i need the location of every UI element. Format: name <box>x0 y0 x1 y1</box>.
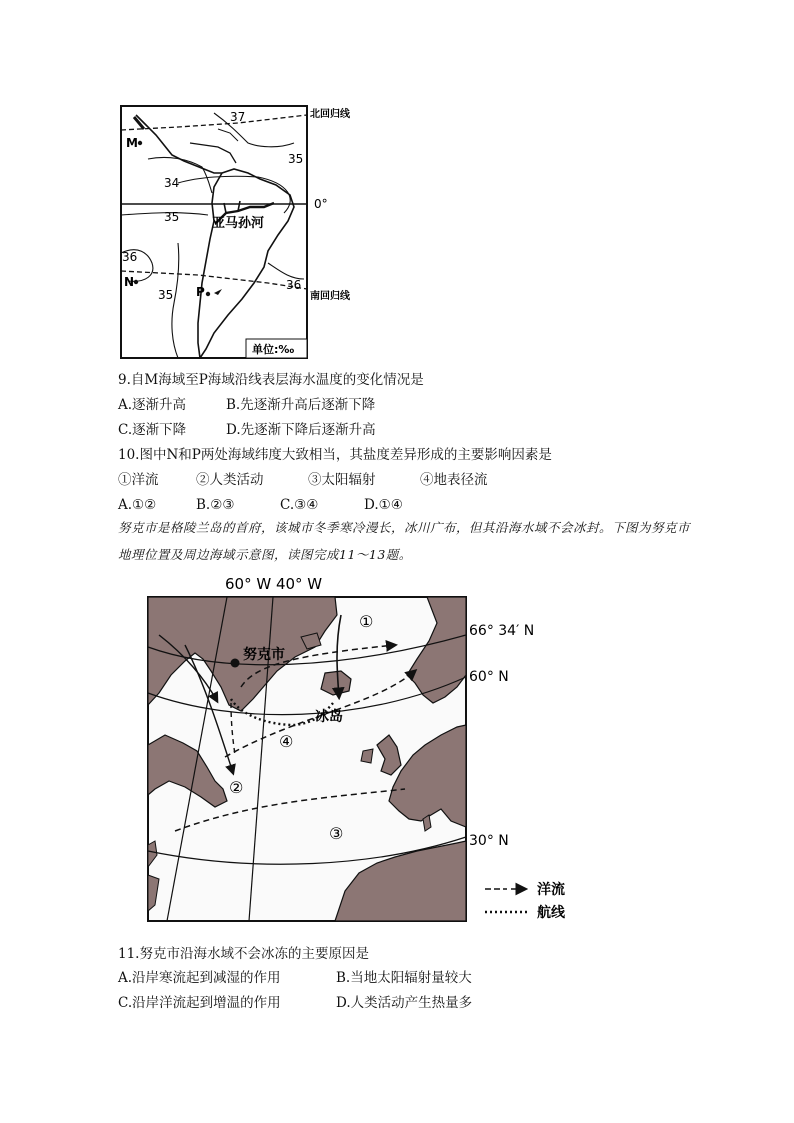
longitude-label: 60° W 40° W <box>225 575 323 593</box>
q9-option-b[interactable]: B.先逐渐升高后逐渐下降 <box>226 397 376 413</box>
unit-label: 单位:‰ <box>252 343 295 356</box>
isoline-label: 35 <box>164 210 180 224</box>
q10-factor-2: ②人类活动 <box>196 472 264 488</box>
intro-paragraph: 努克市是格陵兰岛的首府，该城市冬季寒冷漫长，冰川广布，但其沿海水域不会冰封。下图为努克市地理位置及周边海域示意图，读图完成11～13题。 <box>118 520 691 562</box>
q10-option-a[interactable]: A.①② <box>118 497 157 513</box>
question-11-stem: 11.努克市沿海水域不会冰冻的主要原因是 <box>118 946 369 962</box>
q11-option-d[interactable]: D.人类活动产生热量多 <box>336 995 473 1011</box>
isoline-label: 35 <box>158 288 174 302</box>
iceland-label: 冰岛 <box>315 709 343 725</box>
q10-option-b[interactable]: B.②③ <box>196 497 235 513</box>
q11-option-b[interactable]: B.当地太阳辐射量较大 <box>336 970 472 986</box>
q9-option-c[interactable]: C.逐渐下降 <box>118 422 187 438</box>
equator-label: 0° <box>314 197 328 211</box>
isoline-label: 35 <box>288 152 304 166</box>
latitude-label-60n: 60° N <box>469 669 509 685</box>
tropic-cancer-label: 北回归线 <box>310 109 350 120</box>
question-9-stem: 9.自M海域至P海域沿线表层海水温度的变化情况是 <box>118 372 424 388</box>
q10-factor-4: ④地表径流 <box>420 472 488 488</box>
q10-option-d[interactable]: D.①④ <box>364 497 403 513</box>
q10-factor-1: ①洋流 <box>118 472 159 488</box>
marker-1: ① <box>359 612 374 631</box>
river-label: 亚马孙河 <box>212 216 265 231</box>
tropic-capricorn-label: 南回归线 <box>310 291 350 302</box>
legend-route-label: 航线 <box>537 905 565 921</box>
isoline-label: 36 <box>286 278 302 292</box>
north-atlantic-map <box>145 575 595 927</box>
legend-current-label: 洋流 <box>537 882 565 898</box>
q9-option-a[interactable]: A.逐渐升高 <box>118 397 187 413</box>
point-n-label: N <box>124 275 135 289</box>
q11-option-c[interactable]: C.沿岸洋流起到增温的作用 <box>118 995 281 1011</box>
point-p-label: P <box>196 285 205 299</box>
salinity-map <box>118 103 358 361</box>
latitude-label-30n: 30° N <box>469 833 509 849</box>
q10-option-c[interactable]: C.③④ <box>280 497 319 513</box>
isoline-label: 34 <box>164 176 180 190</box>
isoline-label: 37 <box>230 110 246 124</box>
latitude-label-arctic: 66° 34′ N <box>469 623 535 639</box>
q10-factor-3: ③太阳辐射 <box>308 472 376 488</box>
question-10-stem: 10.图中N和P两处海域纬度大致相当，其盐度差异形成的主要影响因素是 <box>118 447 552 463</box>
marker-2: ② <box>229 778 244 797</box>
marker-3: ③ <box>329 824 344 843</box>
marker-4: ④ <box>279 732 294 751</box>
nuuk-label: 努克市 <box>243 647 285 663</box>
q9-option-d[interactable]: D.先逐渐下降后逐渐升高 <box>226 422 376 438</box>
point-m-label: M <box>126 136 138 150</box>
isoline-label: 36 <box>122 250 138 264</box>
q11-option-a[interactable]: A.沿岸寒流起到减湿的作用 <box>118 970 281 986</box>
